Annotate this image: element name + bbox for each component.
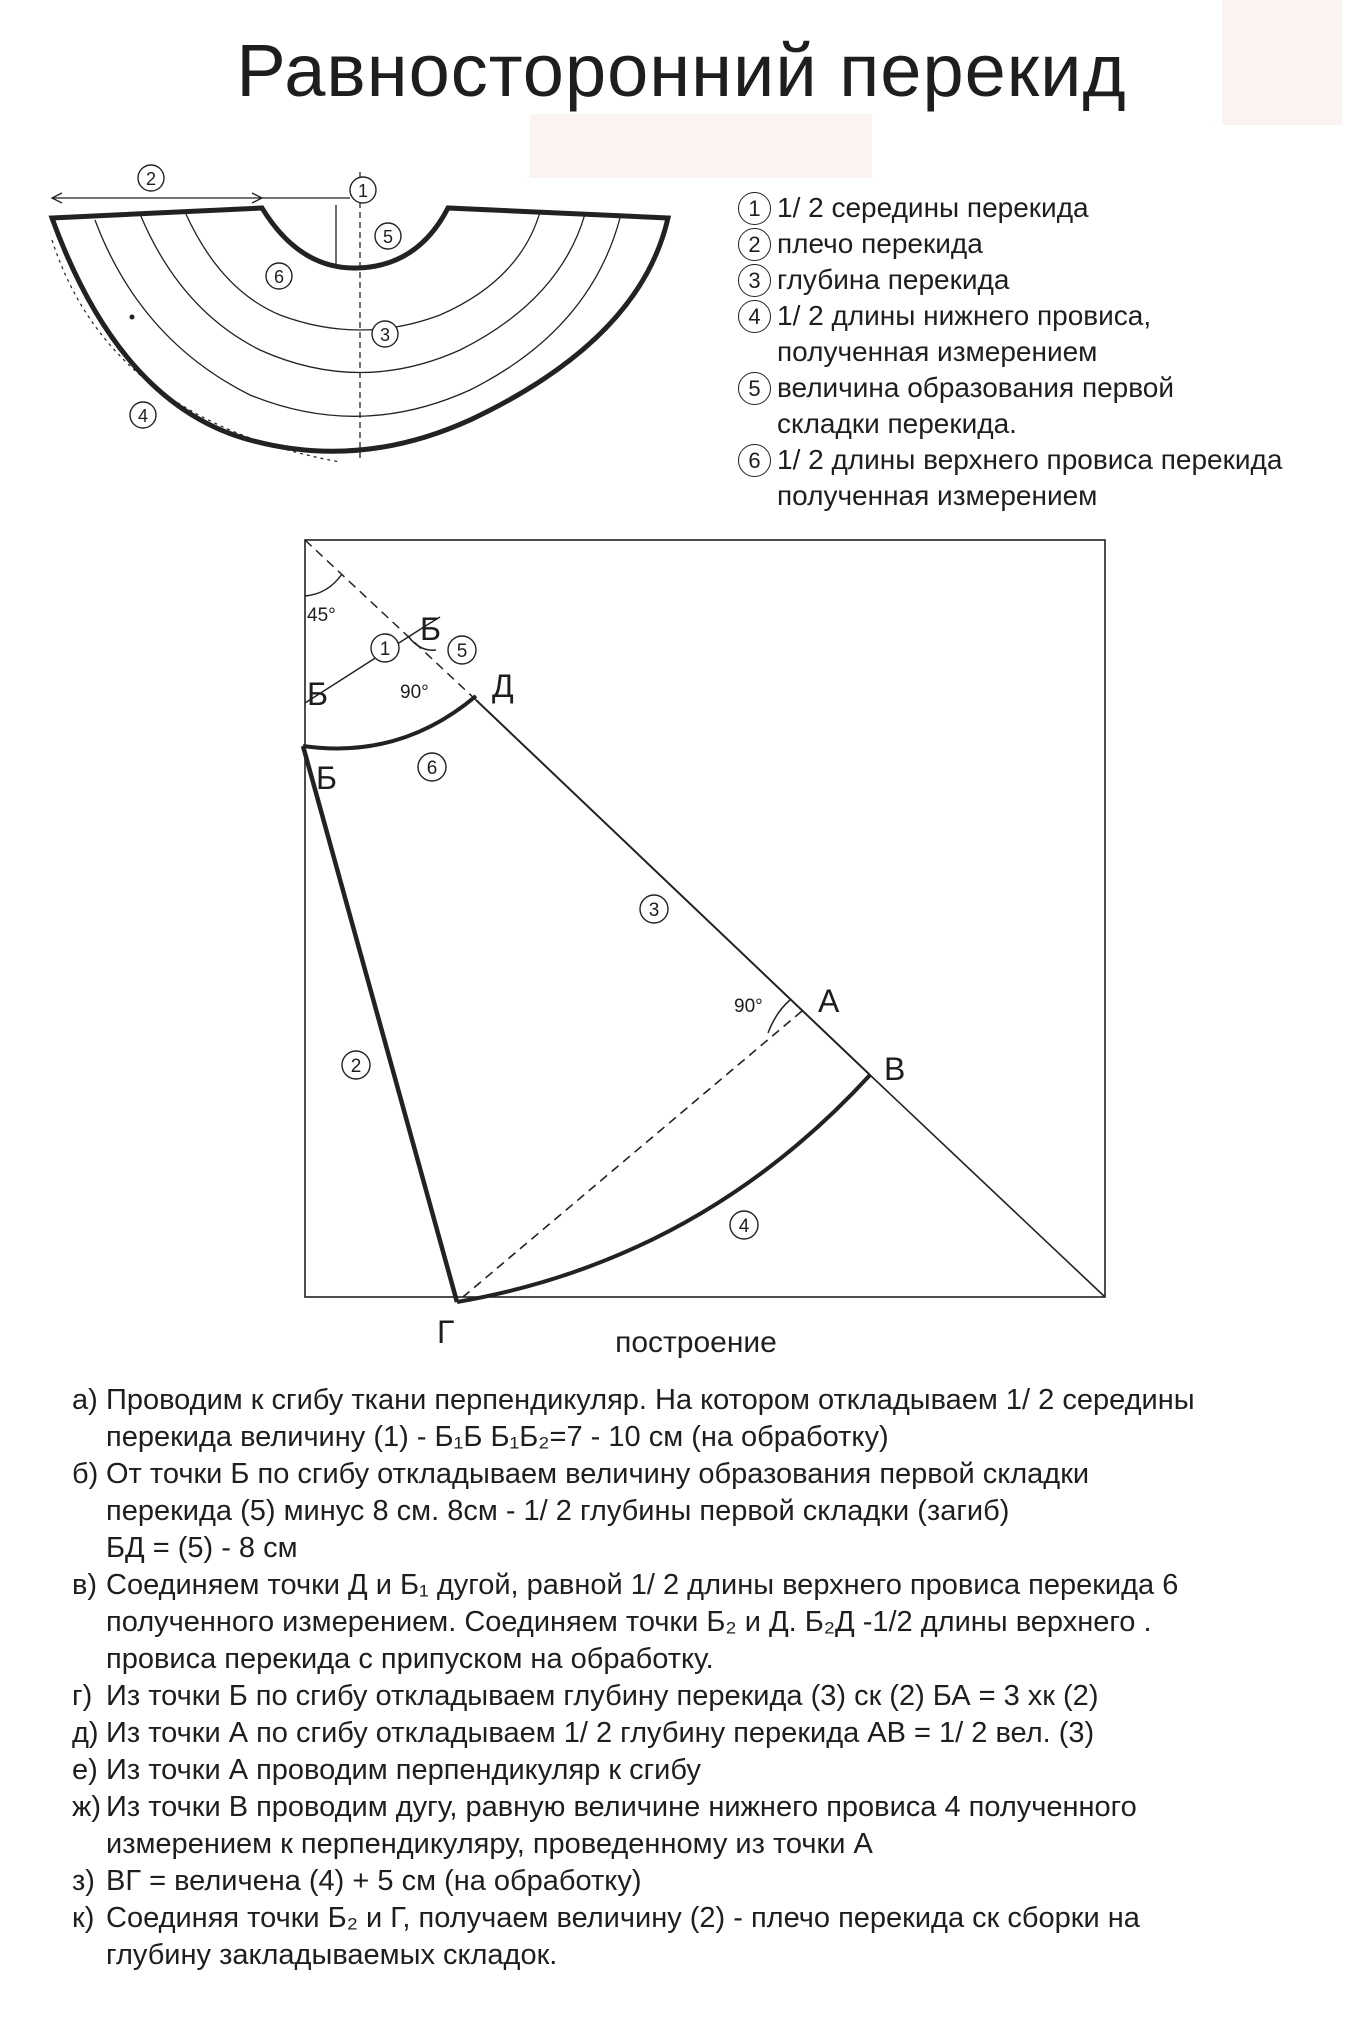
perpendicular-a-dashed [457,1011,802,1302]
legend-text: 1/ 2 середины перекида [777,192,1089,223]
legend-number: 4 [738,300,771,333]
step-label: з) [72,1865,95,1897]
sketch-marker-3: 3 [379,325,391,345]
step-label: е) [72,1754,98,1786]
dimension-line-4 [52,240,340,462]
step-label: в) [72,1569,98,1601]
legend-text: величина образования первой складки перекида. [777,372,1175,439]
lower-arc-4 [457,1075,870,1302]
sketch-fold-line [185,212,540,330]
angle-45-arc [305,574,342,596]
angle-90-label: 90° [400,682,429,703]
sketch-marker-6: 6 [273,267,285,287]
step-label: б) [72,1458,99,1490]
construction-marker-2: 2 [350,1056,362,1077]
step-item [72,1382,1362,1456]
ink-dot [130,315,134,319]
diagram-caption: построение [615,1326,777,1359]
point-b1-label: Б [307,676,328,712]
sketch-marker-5: 5 [382,227,394,247]
legend-item [738,262,1358,298]
legend-number: 6 [738,444,771,477]
step-text: Соединяем точки Д и Б₁ дугой, равной 1/ 2 длины верхнего провиса перекида 6 полученного измерением. Соединяем точки Б₂ и Д. Б₂Д -1/2 длины верхнего . провиса перекида с припуском на обработку. [106,1569,1179,1675]
legend-item [738,190,1358,226]
step-item [72,1752,1362,1789]
step-label: к) [72,1902,95,1934]
sketch-marker-2: 2 [145,169,157,189]
step-label: ж) [72,1791,102,1823]
legend-text: 1/ 2 длины нижнего провиса, полученная измерением [777,300,1152,367]
step-text: Проводим к сгибу ткани перпендикуляр. На котором откладываем 1/ 2 середины перекида величину (1) - Б₁Б Б₁Б₂=7 - 10 см (на обработку) [106,1384,1195,1453]
step-item [72,1900,1362,1974]
step-text: Соединяя точки Б₂ и Г, получаем величину (2) - плечо перекида ск сборки на глубину закладываемых складок. [106,1902,1140,1971]
legend-number: 2 [738,228,771,261]
sketch-fold-line [140,214,585,373]
legend-number: 3 [738,264,771,297]
legend-item [738,298,1358,370]
construction-marker-3: 3 [648,900,660,921]
sketch-fold-line [95,218,620,416]
step-label: д) [72,1717,99,1749]
point-v-label: В [884,1051,906,1087]
shoulder-line-2 [303,746,457,1302]
legend-text: плечо перекида [777,228,983,259]
step-label: а) [72,1384,98,1416]
point-g-label: Г [437,1314,455,1350]
fold-line-solid [476,700,870,1075]
point-b-label: Б [420,611,441,647]
legend-text: 1/ 2 длины верхнего провиса перекида полученная измерением [777,444,1283,511]
sketch-marker-1: 1 [357,181,369,201]
construction-marker-5: 5 [456,641,468,662]
upper-arc-6 [303,696,476,749]
angle-90-label-a: 90° [734,996,763,1017]
legend-item [738,226,1358,262]
legend-number: 1 [738,192,771,225]
construction-marker-1: 1 [379,639,391,660]
step-text: Из точки А по сгибу откладываем 1/ 2 глубину перекида АВ = 1/ 2 вел. (3) [106,1717,1095,1749]
step-text: От точки Б по сгибу откладываем величину образования первой складки перекида (5) минус 8 см. 8см - 1/ 2 глубины первой складки (загиб) БД = (5) - 8 см [106,1458,1090,1564]
legend-text: глубина перекида [777,264,1010,295]
point-b2-label: Б [316,760,337,796]
construction-marker-6: 6 [426,758,438,779]
construction-marker-4: 4 [738,1216,750,1237]
angle-90-arc-a [768,1000,790,1033]
step-item [72,1567,1362,1678]
construction-steps [72,1382,1362,1974]
fold-line-lower [870,1075,1105,1297]
legend-item [738,370,1358,442]
step-item [72,1715,1362,1752]
angle-45-label: 45° [307,605,336,626]
legend-item [738,442,1358,514]
step-text: Из точки В проводим дугу, равную величине нижнего провиса 4 полученного измерением к перпендикуляру, проведенному из точки А [106,1791,1137,1860]
step-text: Из точки А проводим перпендикуляр к сгибу [106,1754,701,1786]
step-item [72,1863,1362,1900]
step-text: Из точки Б по сгибу откладываем глубину перекида (3) ск (2) БА = 3 хк (2) [106,1680,1099,1712]
point-d-label: Д [492,668,514,704]
construction-diagram [303,540,1105,1302]
legend-number: 5 [738,372,771,405]
step-item [72,1456,1362,1567]
step-item [72,1789,1362,1863]
step-item [72,1678,1362,1715]
construction-labels [307,605,905,1350]
step-label: г) [72,1680,93,1712]
sketch-marker-4: 4 [137,406,149,426]
step-text: ВГ = величена (4) + 5 см (на обработку) [106,1865,642,1897]
point-a-label: А [818,983,840,1019]
legend [738,190,1358,514]
page-title: Равносторонний перекид [236,29,1127,112]
